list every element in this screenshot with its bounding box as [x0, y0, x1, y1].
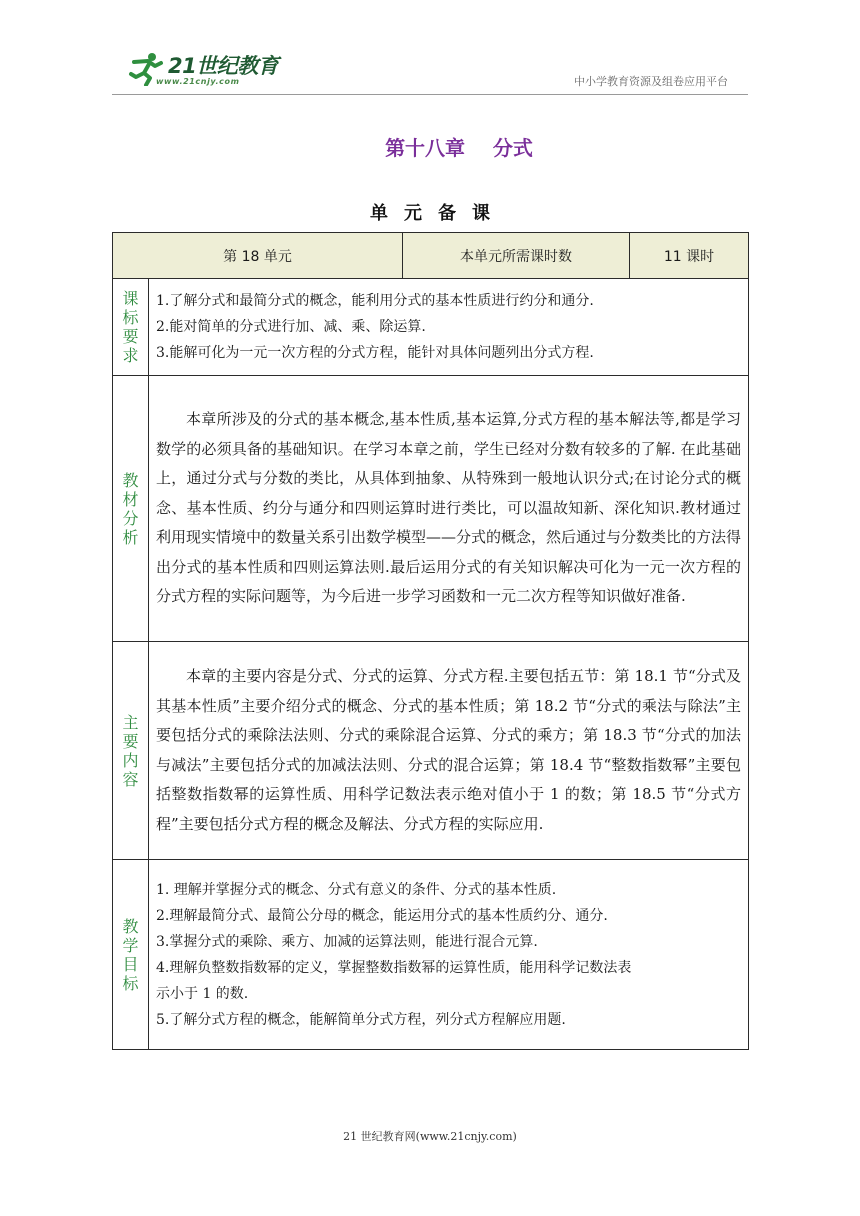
section-label: 主 要 内 容 [113, 642, 149, 860]
table-row [113, 860, 749, 1050]
logo [128, 52, 288, 92]
unit-number: 第 18 单元 [113, 233, 403, 279]
page-header [0, 0, 860, 100]
list-item: 1. 理解并掌握分式的概念、分式有意义的条件、分式的基本性质. [156, 881, 557, 898]
table-row [113, 279, 749, 376]
list-item: 3.能解可化为一元一次方程的分式方程，能针对具体问题列出分式方程. [156, 345, 594, 361]
main-content: 本章的主要内容是分式、分式的运算、分式方程.主要包括五节：第 18.1 节“分式及其基本性质”主要介绍分式的概念、分式的基本性质；第 18.2 节“分式的乘法与除法”主要包括分式的乘除法法则、分式的乘除混合运算、分式的乘方；第 18.3 节“分式的加法与减法”主要包括分式的加减法法则、分式的混合运算；第 18.4 节“整数指数幂”主要包括整数指数幂的运算性质、用科学记数法表示绝对值小于 1 的数；第 18.5 节“分式方程”主要包括分式方程的概念及解法、分式方程的实际应用. [149, 642, 749, 860]
unit-title: 单元备课 [370, 203, 506, 224]
list-item: 示小于 1 的数. [156, 985, 249, 1002]
textbook-analysis: 本章所涉及的分式的基本概念,基本性质,基本运算,分式方程的基本解法等,都是学习数学的必须具备的基础知识。在学习本章之前，学生已经对分数有较多的了解. 在此基础上，通过分式与分数的类比，从具体到抽象、从特殊到一般地认识分式;在讨论分式的概念、基本性质、约分与通分和四则运算时进行类比，可以温故知新、深化知识.教材通过利用现实情境中的数量关系引出数学模型——分式的概念，然后通过与分数类比的方法得出分式的基本性质和四则运算法则.最后运用分式的有关知识解决可化为一元一次方程的分式方程的实际问题等，为今后进一步学习函数和一元二次方程等知识做好准备. [149, 376, 749, 642]
hours-value: 11 课时 [630, 233, 749, 279]
table-row [113, 642, 749, 860]
page-footer: 21 世纪教育网(www.21cnjy.com) [343, 1130, 517, 1143]
table-header-row [113, 233, 749, 279]
list-item: 3.掌握分式的乘除、乘方、加减的运算法则，能进行混合元算. [156, 933, 538, 950]
list-item: 5.了解分式方程的概念，能解简单分式方程，列分式方程解应用题. [156, 1011, 566, 1028]
chapter-title: 第十八章 分式 [385, 136, 533, 160]
list-item: 2.理解最简分式、最简公分母的概念，能运用分式的基本性质约分、通分. [156, 907, 608, 924]
logo-url: www.21cnjy.com [156, 77, 240, 86]
table-row [113, 376, 749, 642]
section-label: 教 材 分 析 [113, 376, 149, 642]
hours-label: 本单元所需课时数 [403, 233, 630, 279]
header-tagline: 中小学教育资源及组卷应用平台 [574, 75, 728, 88]
section-label: 课 标 要 求 [113, 279, 149, 376]
unit-plan-table [112, 232, 749, 1050]
list-item: 2.能对简单的分式进行加、减、乘、除运算. [156, 319, 426, 335]
curriculum-requirements [149, 279, 749, 376]
logo-text: 21世纪教育 [168, 54, 279, 78]
list-item: 4.理解负整数指数幂的定义，掌握整数指数幂的运算性质，能用科学记数法表 [156, 959, 632, 976]
header-divider [112, 94, 748, 95]
section-label: 教 学 目 标 [113, 860, 149, 1050]
list-item: 1.了解分式和最简分式的概念，能利用分式的基本性质进行约分和通分. [156, 293, 594, 309]
teaching-objectives [149, 860, 749, 1050]
